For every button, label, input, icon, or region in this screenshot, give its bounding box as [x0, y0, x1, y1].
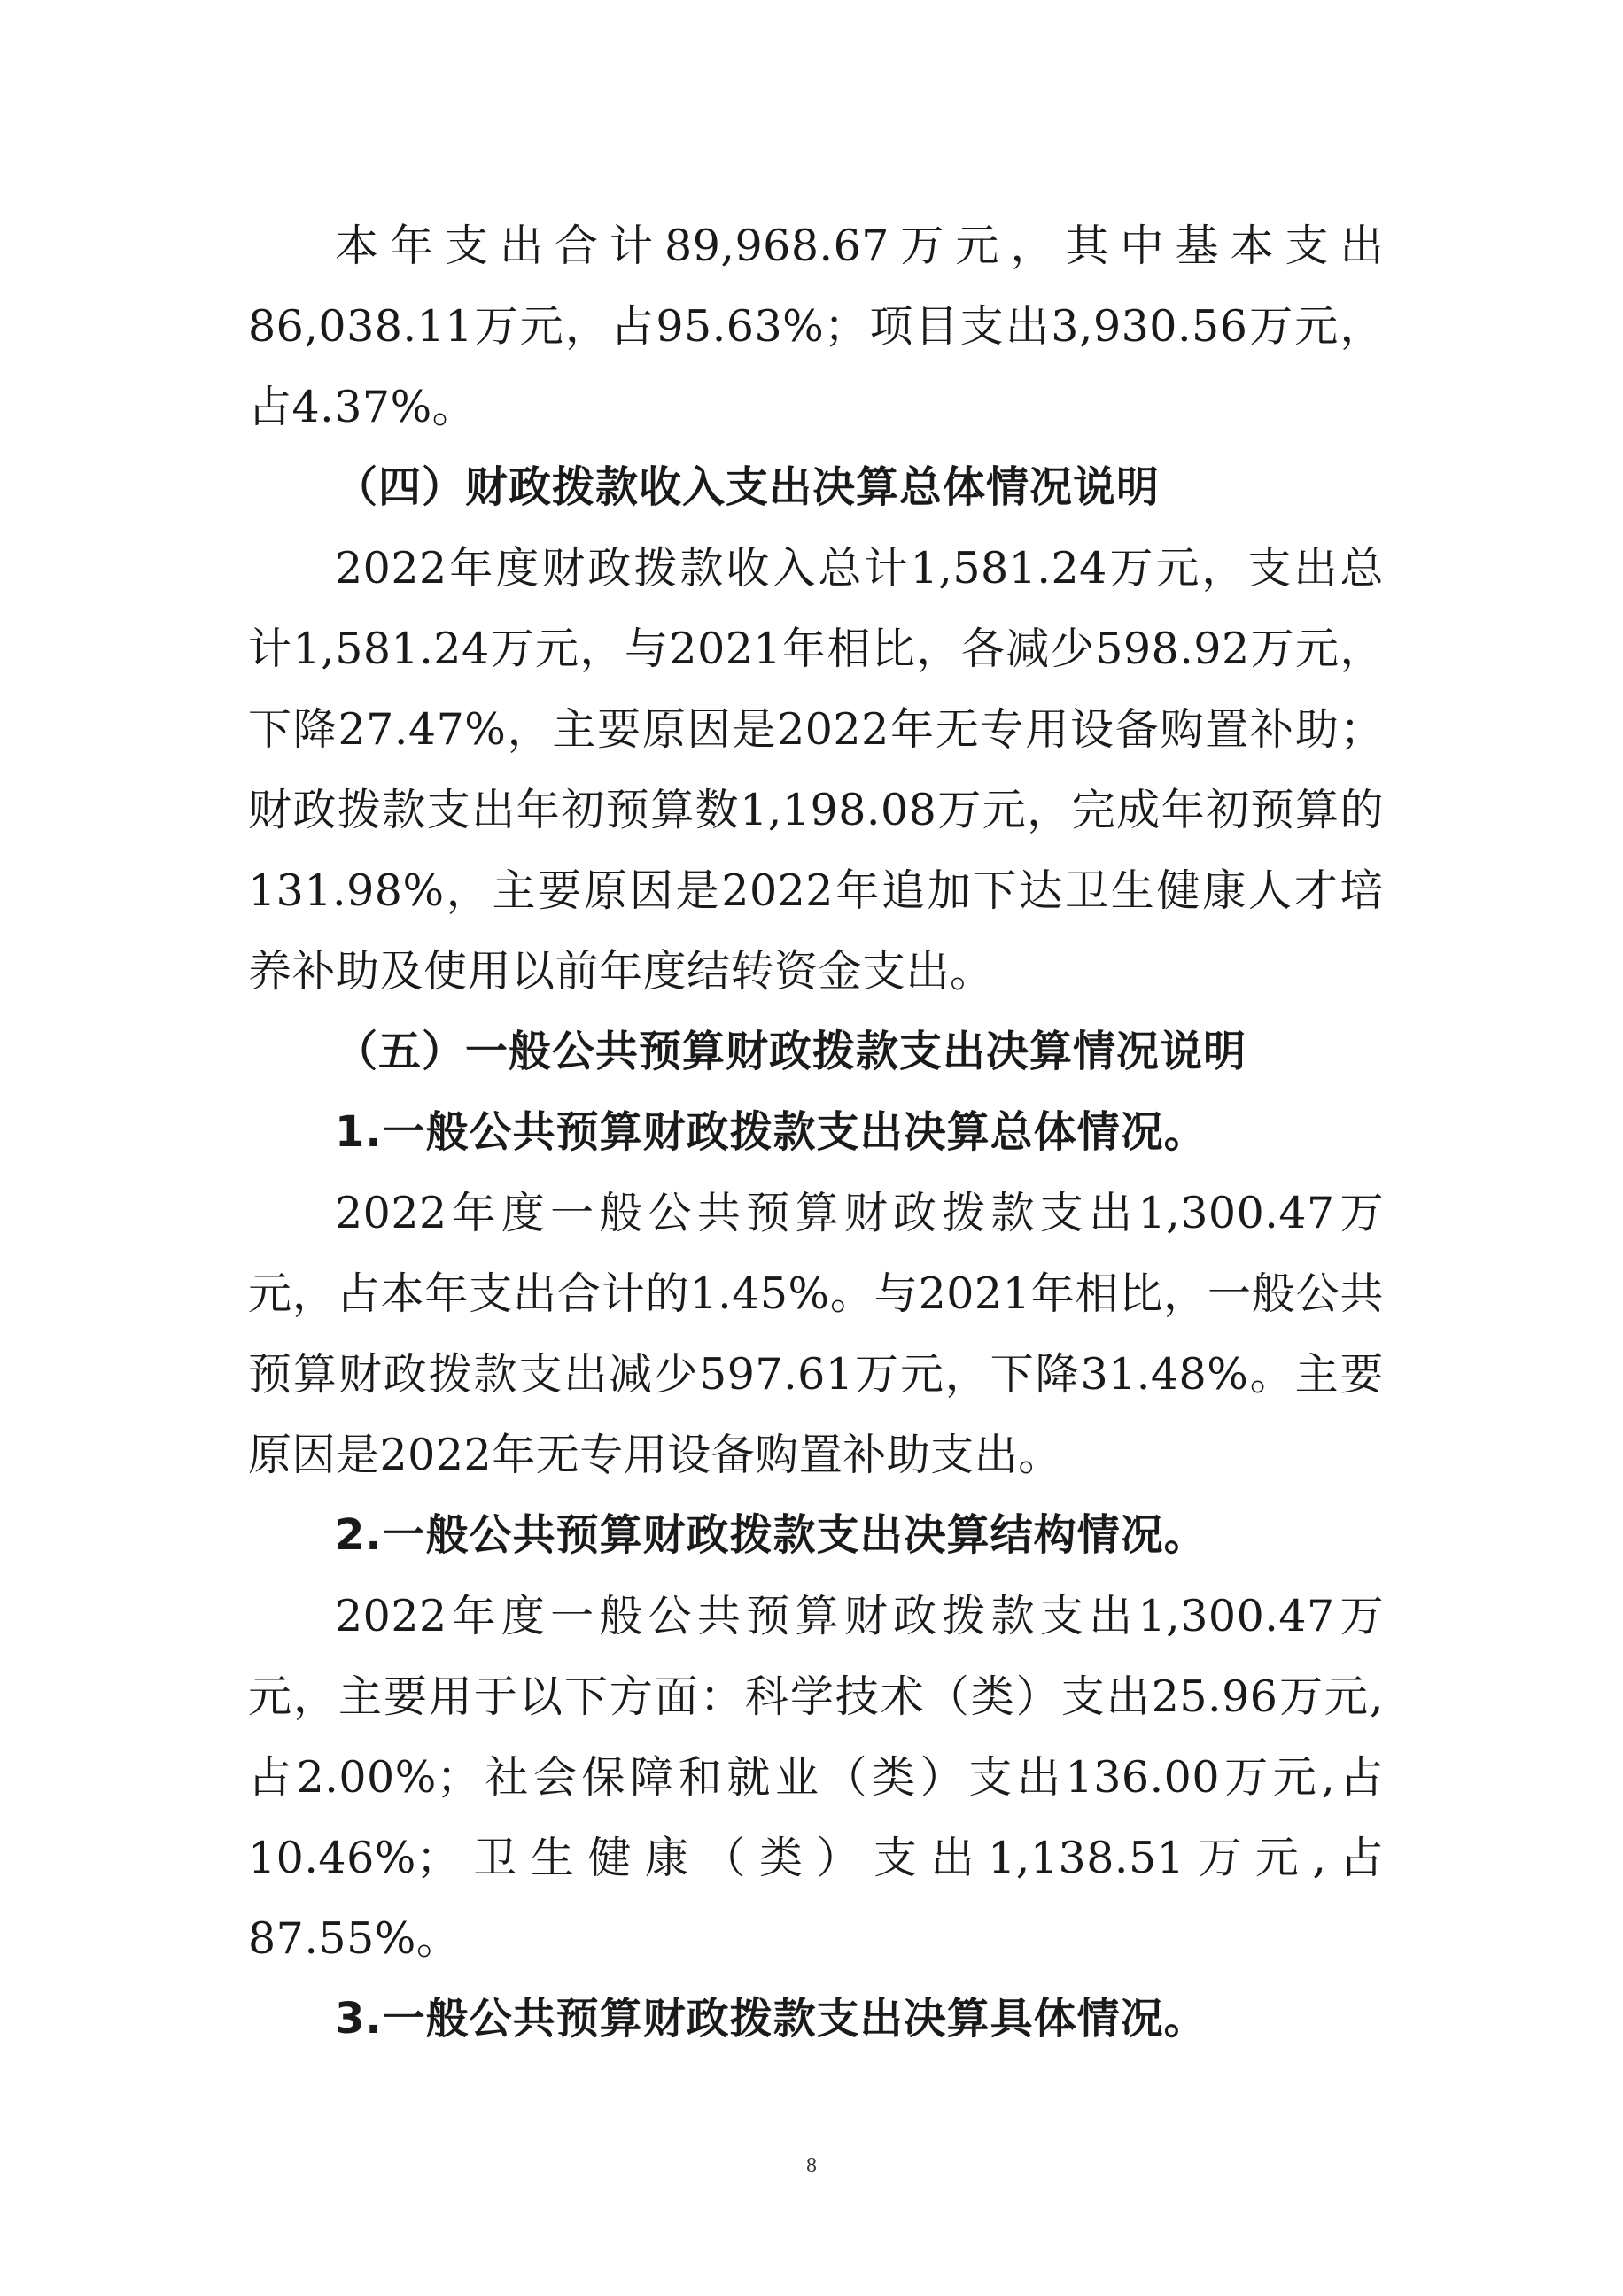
document-body: [248, 206, 1384, 2059]
heading-section-five: （五）一般公共预算财政拨款支出决算情况说明: [335, 1027, 1247, 1076]
page-number: 8: [806, 2154, 817, 2177]
heading-subsection-2: 2.一般公共预算财政拨款支出决算结构情况。: [335, 1510, 1208, 1560]
paragraph-general-budget-structure: 2022年度一般公共预算财政拨款支出1,300.47万元，主要用于以下方面：科学技术（类）支出25.96万元,占2.00%；社会保障和就业（类）支出136.00万元,占10.46%；卫生健康（类）支出1,138.51万元,占87.55%。: [248, 1591, 1384, 1964]
heading-subsection-1: 1.一般公共预算财政拨款支出决算总体情况。: [335, 1107, 1208, 1157]
paragraph-expenditure-total: 本年支出合计89,968.67万元，其中基本支出86,038.11万元，占95.63%；项目支出3,930.56万元，占4.37%。: [248, 221, 1384, 432]
heading-section-four: （四）财政拨款收入支出决算总体情况说明: [335, 462, 1161, 512]
paragraph-general-budget-overall: 2022年度一般公共预算财政拨款支出1,300.47万元，占本年支出合计的1.45%。与2021年相比，一般公共预算财政拨款支出减少597.61万元，下降31.48%。主要原因是2022年无专用设备购置补助支出。: [248, 1188, 1384, 1480]
paragraph-fiscal-appropriation-overview: 2022年度财政拨款收入总计1,581.24万元，支出总计1,581.24万元，与2021年相比，各减少598.92万元，下降27.47%，主要原因是2022年无专用设备购置补助；财政拨款支出年初预算数1,198.08万元，完成年初预算的131.98%，主要原因是2022年追加下达卫生健康人才培养补助及使用以前年度结转资金支出。: [248, 543, 1384, 997]
heading-subsection-3: 3.一般公共预算财政拨款支出决算具体情况。: [335, 1994, 1208, 2044]
